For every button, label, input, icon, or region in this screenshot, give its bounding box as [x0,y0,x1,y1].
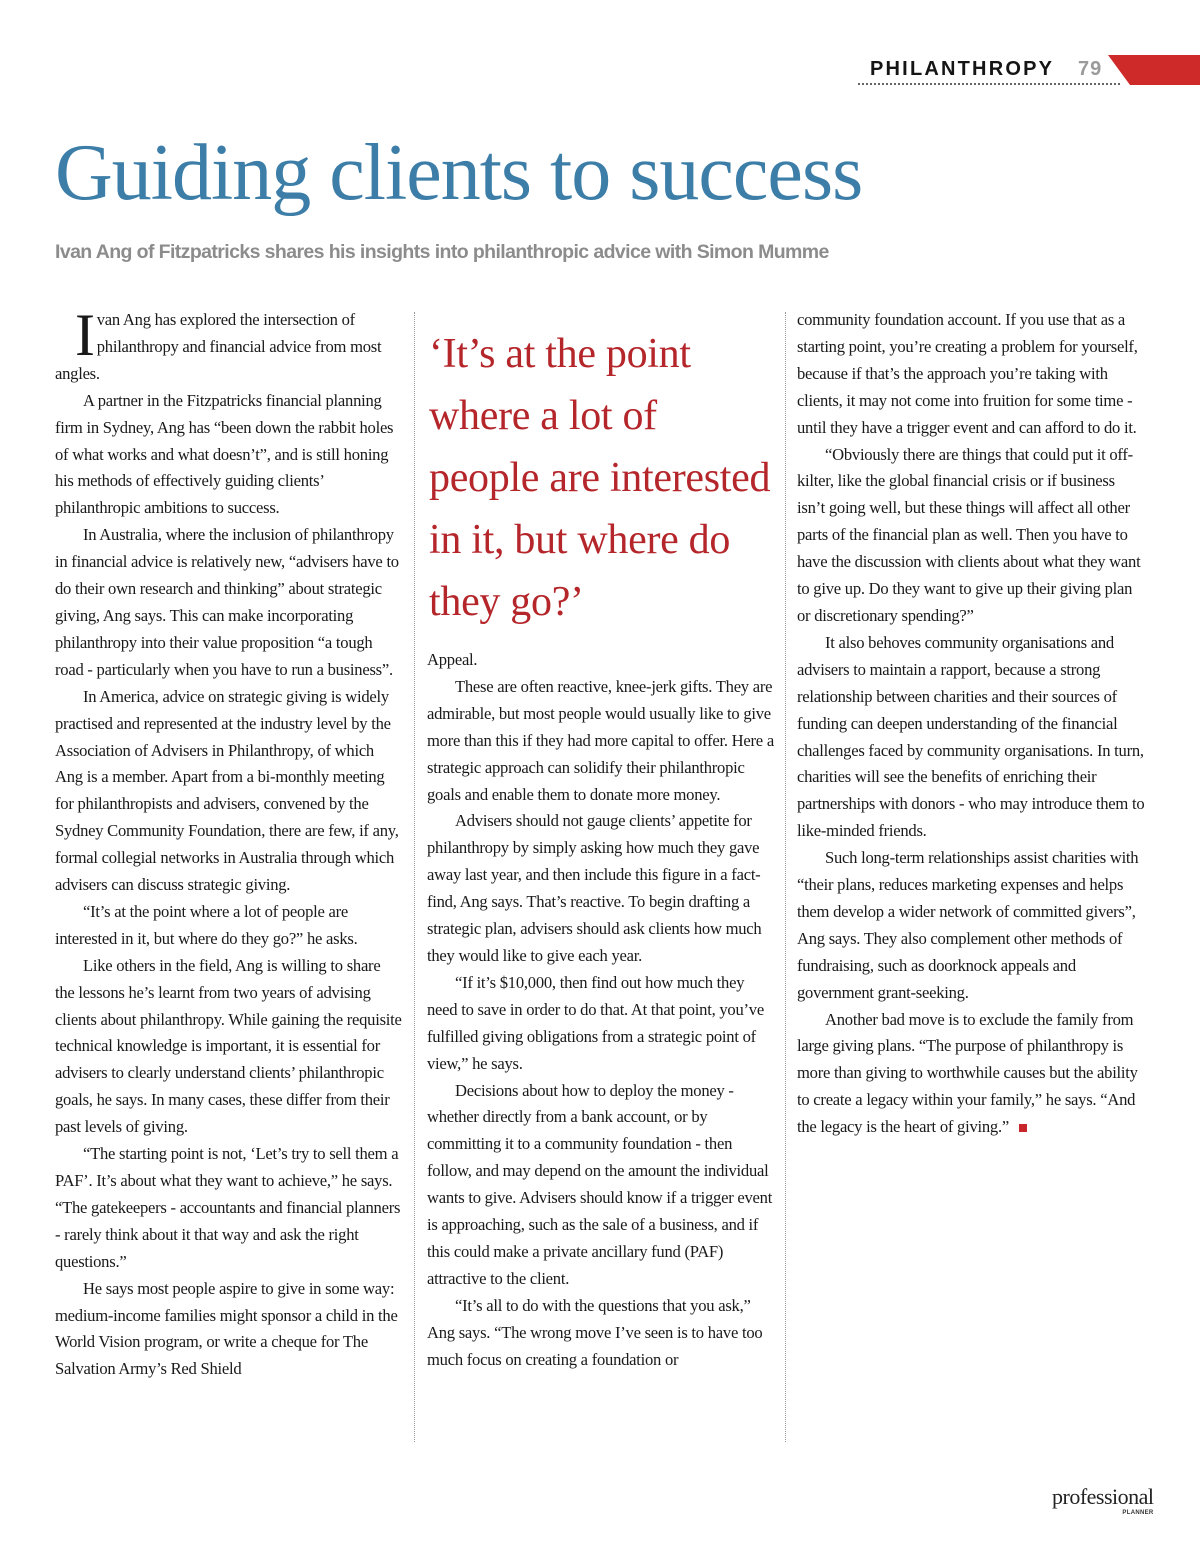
paragraph-text: Advisers should not gauge clients’ appetite for philanthropy by simply asking how much they gave away last year, and then include this figure in a fact-find, Ang says. That’s reactive. To begin drafting a strategic plan, advisers should ask clients how much they would like to give each year. [427,811,762,965]
pull-quote: ‘It’s at the point where a lot of people are interested in it, but where do they go?’ [429,331,771,625]
paragraph-text: It also behoves community organisations and advisers to maintain a rapport, because a strong relationship between charities and their sources of funding can deepen understanding of the financial challenges faced by community organisations. In turn, charities will see the benefits of enriching their partnerships with donors - who may introduce them to like-minded friends. [797,632,1145,841]
paragraph [55,899,403,953]
paragraph [427,1293,775,1374]
paragraph [55,953,403,1141]
column-3 [797,307,1145,1442]
paragraph [427,647,775,674]
paragraph-text: Like others in the field, Ang is willing to share the lessons he’s learnt from two years of advising clients about philanthropy. While gaining the requisite technical knowledge is important, it is essential for advisers to clearly understand clients’ philanthropic goals, he says. In many cases, these differ from their past levels of giving. [55,955,402,1137]
paragraph [55,307,403,388]
paragraph [427,674,775,809]
paragraph-text: Appeal. [427,650,478,669]
paragraph [55,522,403,683]
paragraph-text: In Australia, where the inclusion of philanthropy in financial advice is relatively new, “advisers have to do their own research and thinking” about strategic giving, Ang says. This can make incorporating philanthropy into their value proposition “a tough road - particularly when you have to run a business”. [55,525,399,679]
header-accent-band [1108,55,1200,85]
paragraph [427,1078,775,1293]
paragraph-text: Such long-term relationships assist charities with “their plans, reduces marketing expenses and helps them develop a wider network of committed givers”, Ang says. They also complement other methods of fundraising, such as doorknock appeals and government grant-seeking. [797,848,1139,1002]
paragraph-text: “It’s all to do with the questions that you ask,” Ang says. “The wrong move I’ve seen is to have too much focus on creating a foundation or [427,1295,763,1369]
header-divider [858,83,1120,85]
paragraph-text: A partner in the Fitzpatricks financial planning firm in Sydney, Ang has “been down the rabbit holes of what works and what doesn’t”, and is still honing his methods of effectively guiding clients’ philanthropic ambitions to success. [55,390,394,518]
page-number: 79 [1078,58,1103,80]
paragraph [55,1276,403,1384]
paragraph [427,808,775,969]
drop-cap: I [75,307,95,368]
paragraph [797,442,1145,630]
paragraph-text: van Ang has explored the intersection of philanthropy and financial advice from most angles. [55,310,382,383]
column-divider [414,312,415,1442]
paragraph-text: “Obviously there are things that could put it off-kilter, like the global financial crisis or if business isn’t going well, but these things will affect all other parts of the financial plan as well. Then you have to have the discussion with clients about what they want to give up. Do they want to give up their giving plan or discretionary spending?” [797,444,1141,625]
paragraph-text: “If it’s $10,000, then find out how much they need to save in order to do that. At that point, you’ve fulfilled giving obligations from a strategic point of view,” he says. [427,972,764,1073]
paragraph-text: “The starting point is not, ‘Let’s try to sell them a PAF’. It’s about what they want to achieve,” he says. “The gatekeepers - accountants and financial planners - rarely think about it that way and ask the right questions.” [55,1144,401,1271]
article-standfirst: Ivan Ang of Fitzpatricks shares his insights into philanthropic advice with Simon Mumme [55,241,829,263]
publication-logo-subtext: PLANNER [1122,1510,1154,1516]
section-label: PHILANTHROPY [870,58,1055,80]
paragraph-text: community foundation account. If you use that as a starting point, you’re creating a problem for yourself, because if that’s the approach you’re taking with clients, it may not come into fruition for some time - until they have a trigger event and can afford to do it. [797,310,1138,437]
paragraph [55,1141,403,1276]
end-of-article-mark [1019,1124,1027,1132]
paragraph-text: He says most people aspire to give in some way: medium-income families might sponsor a child in the World Vision program, or write a cheque for The Salvation Army’s Red Shield [55,1278,398,1379]
paragraph-text: In America, advice on strategic giving is widely practised and represented at the industry level by the Association of Advisers in Philanthropy, of which Ang is a member. Apart from a bi-monthly meeting for philanthropists and advisers, convened by the Sydney Community Foundation, there are few, if any, formal collegial networks in Australia through which advisers can discuss strategic giving. [55,686,399,895]
column-2 [427,307,775,1442]
paragraph [797,845,1145,1006]
column-1 [55,307,403,1442]
paragraph-text: These are often reactive, knee-jerk gifts. They are admirable, but most people would usually like to give more than this if they had more capital to offer. Here a strategic approach can solidify their philanthropic goals and enable them to donate more money. [427,676,774,804]
paragraph [55,684,403,899]
paragraph [427,970,775,1078]
paragraph [797,1007,1145,1142]
publication-logo-block [1052,1486,1154,1517]
column-divider [785,312,786,1442]
paragraph-text: “It’s at the point where a lot of people are interested in it, but where do they go?” he asks. [55,901,358,948]
paragraph-text: Another bad move is to exclude the family from large giving plans. “The purpose of philanthropy is more than giving to worthwhile causes but the ability to create a legacy within your family,” he says. “And the legacy is the heart of giving.” [797,1009,1138,1137]
article-title: Guiding clients to success [55,129,863,217]
paragraph-text: Decisions about how to deploy the money - whether directly from a bank account, or by committing it to a community foundation - then follow, and may depend on the amount the individual wants to give. Advisers should know if a trigger event is approaching, such as the sale of a business, and if this could make a private ancillary fund (PAF) attractive to the client. [427,1080,773,1288]
paragraph [797,307,1145,442]
paragraph [55,388,403,523]
publication-logo: professional [1052,1484,1154,1509]
paragraph [797,630,1145,845]
